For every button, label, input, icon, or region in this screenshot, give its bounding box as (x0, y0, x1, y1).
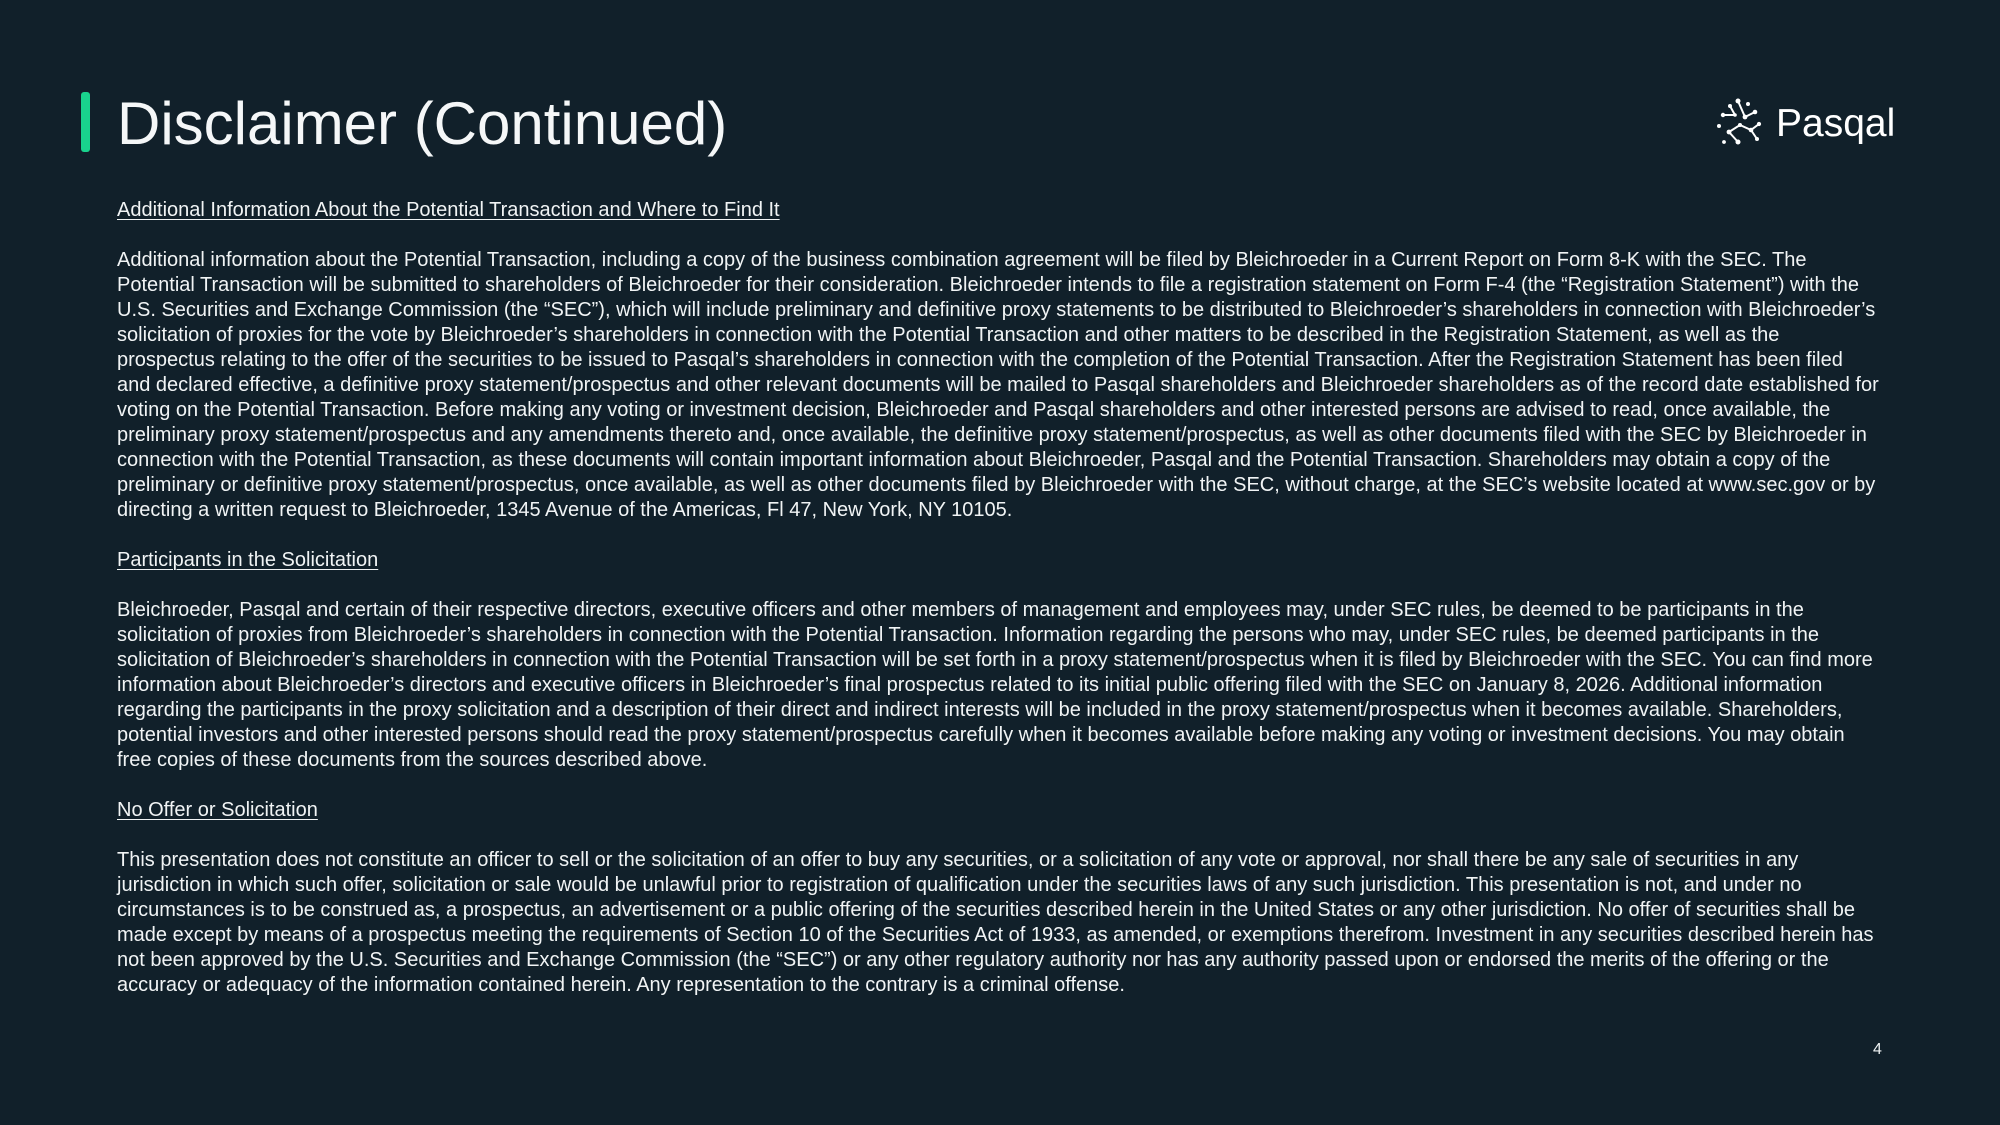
section-heading: Additional Information About the Potential Transaction and Where to Find It (117, 199, 780, 221)
section-heading: Participants in the Solicitation (117, 549, 379, 571)
page-title: Disclaimer (Continued) (117, 90, 728, 157)
atom-cluster-icon (1714, 97, 1766, 149)
title-accent-bar (81, 92, 90, 152)
pasqal-logo (1714, 95, 1914, 151)
transaction-information-section (117, 198, 1881, 523)
section-paragraph: This presentation does not constitute an officer to sell or the solicitation of an offer to buy any securities, or a solicitation of any vote or approval, nor shall there be any sale of securities in any jurisdiction in which such offer, solicitation or sale would be unlawful prior to registration of qualification under the securities laws of any such jurisdiction. This presentation is not, and under no circumstances is to be construed as, a prospectus, an advertisement or a public offering of the securities described herein in the United States or any other jurisdiction. No offer of securities shall be made except by means of a prospectus meeting the requirements of Section 10 of the Securities Act of 1933, as amended, or exemptions therefrom. Investment in any securities described herein has not been approved by the U.S. Securities and Exchange Commission (the “SEC”) or any other regulatory authority nor has any authority passed upon or endorsed the merits of the offering or the accuracy or adequacy of the information contained herein. Any representation to the contrary is a criminal offense. (117, 849, 1874, 996)
disclaimer-content (117, 198, 1881, 1023)
section-paragraph: Additional information about the Potential Transaction, including a copy of the business combination agreement will be filed by Bleichroeder in a Current Report on Form 8-K with the SEC. The Potential Transaction will be submitted to shareholders of Bleichroeder for their consideration. Bleichroeder intends to file a registration statement on Form F-4 (the “Registration Statement”) with the U.S. Securities and Exchange Commission (the “SEC”), which will include preliminary and definitive proxy statements to be distributed to Bleichroeder’s shareholders in connection with Bleichroeder’s solicitation of proxies for the vote by Bleichroeder’s shareholders in connection with the Potential Transaction and other matters to be described in the Registration Statement, as well as the prospectus relating to the offer of the securities to be issued to Pasqal’s shareholders in connection with the completion of the Potential Transaction. After the Registration Statement has been filed and declared effective, a definitive proxy statement/prospectus and other relevant documents will be mailed to Pasqal shareholders and Bleichroeder shareholders as of the record date established for voting on the Potential Transaction. Before making any voting or investment decision, Bleichroeder and Pasqal shareholders and other interested persons are advised to read, once available, the preliminary proxy statement/prospectus and any amendments thereto and, once available, the definitive proxy statement/prospectus, as well as other documents filed with the SEC by Bleichroeder in connection with the Potential Transaction, as these documents will contain important information about Bleichroeder, Pasqal and the Potential Transaction. Shareholders may obtain a copy of the preliminary or definitive proxy statement/prospectus, once available, as well as other documents filed by Bleichroeder with the SEC, without charge, at the SEC’s website located at www.sec.gov or by directing a written request to Bleichroeder, 1345 Avenue of the Americas, Fl 47, New York, NY 10105. (117, 249, 1879, 521)
brand-name: Pasqal (1776, 101, 1896, 145)
section-paragraph: Bleichroeder, Pasqal and certain of their respective directors, executive officers and other members of management and employees may, under SEC rules, be deemed to be participants in the solicitation of proxies from Bleichroeder’s shareholders in connection with the Potential Transaction. Information regarding the persons who may, under SEC rules, be deemed participants in the solicitation of Bleichroeder’s shareholders in connection with the Potential Transaction will be set forth in a proxy statement/prospectus when it is filed by Bleichroeder with the SEC. You can find more information about Bleichroeder’s directors and executive officers in Bleichroeder’s final prospectus related to its initial public offering filed with the SEC on January 8, 2026. Additional information regarding the participants in the proxy solicitation and a description of their direct and indirect interests will be included in the proxy statement/prospectus when it becomes available. Shareholders, potential investors and other interested persons should read the proxy statement/prospectus carefully when it becomes available before making any voting or investment decisions. You may obtain free copies of these documents from the sources described above. (117, 599, 1873, 771)
section-heading: No Offer or Solicitation (117, 799, 318, 821)
page-number: 4 (1873, 1041, 1882, 1058)
participants-solicitation-section (117, 548, 1881, 773)
no-offer-solicitation-section (117, 798, 1881, 998)
